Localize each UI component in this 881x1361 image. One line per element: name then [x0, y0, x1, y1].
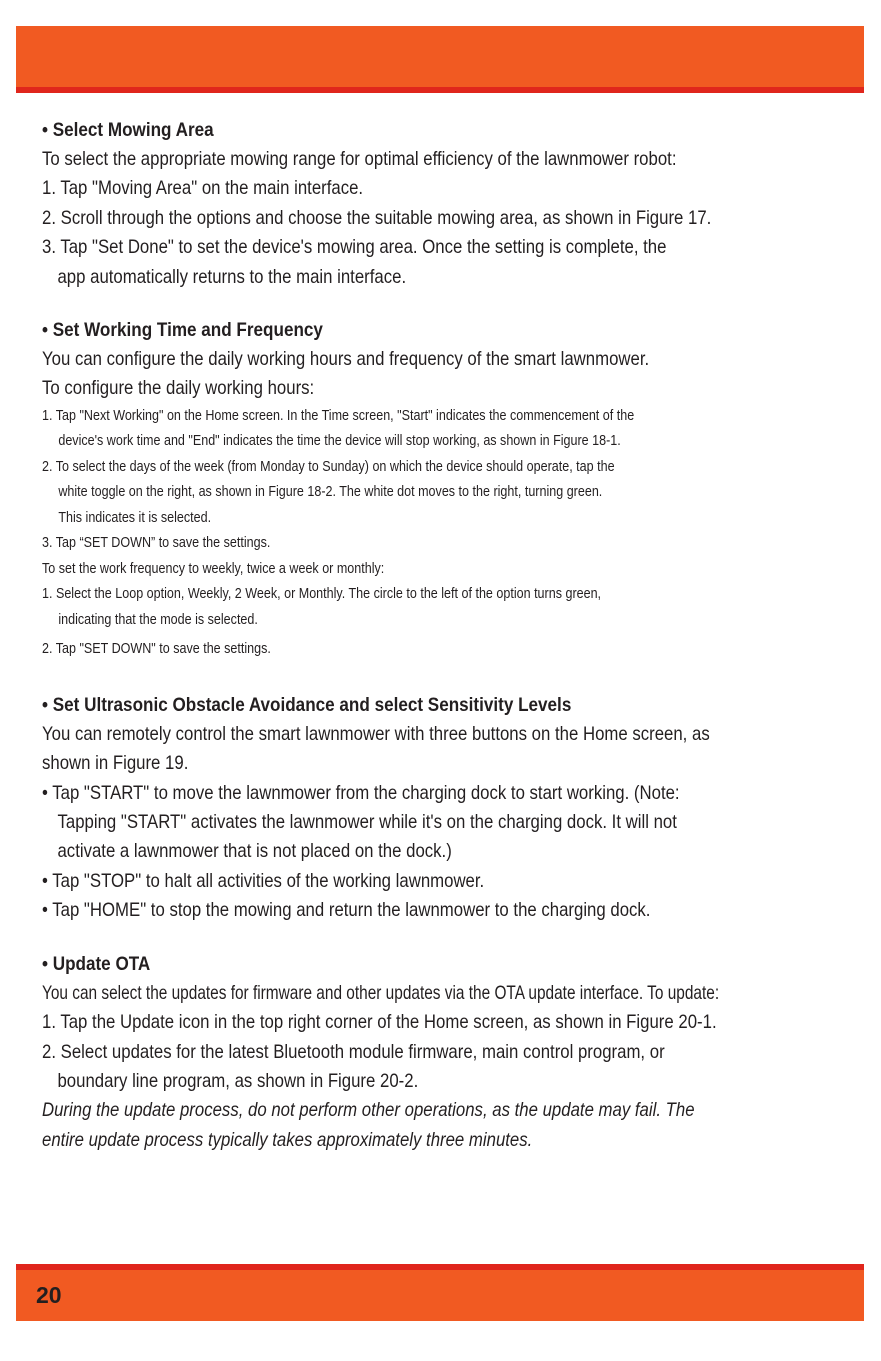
text-line: shown in Figure 19. [42, 752, 189, 775]
text-line: 1. Select the Loop option, Weekly, 2 Week, or Monthly. The circle to the left of the option turns green, [42, 586, 602, 603]
page-content [42, 116, 852, 1155]
section-set-working-time [42, 316, 852, 663]
text-line: To select the appropriate mowing range for optimal efficiency of the lawnmower robot: [42, 148, 677, 170]
section-title: • Select Mowing Area [42, 120, 214, 141]
text-line: boundary line program, as shown in Figure 20-2. [57, 1069, 419, 1092]
text-line: You can configure the daily working hours and frequency of the smart lawnmower. [42, 348, 650, 371]
warning-line: During the update process, do not perform other operations, as the update may fail. The [42, 1099, 695, 1122]
warning-line: entire update process typically takes approximately three minutes. [42, 1128, 533, 1151]
text-line: activate a lawnmower that is not placed on the dock.) [57, 840, 452, 863]
section-select-mowing-area [42, 116, 852, 292]
text-line: 2. Select updates for the latest Bluetooth module firmware, main control program, or [42, 1040, 665, 1063]
text-line: app automatically returns to the main interface. [57, 265, 407, 288]
text-line: This indicates it is selected. [58, 509, 212, 526]
text-line: 2. Tap "SET DOWN" to save the settings. [42, 641, 271, 658]
text-line: 1. Tap the Update icon in the top right corner of the Home screen, as shown in Figure 20-1. [42, 1011, 717, 1034]
text-line: 2. To select the days of the week (from Monday to Sunday) on which the device should operate, tap the [42, 458, 615, 475]
text-line: • Tap "HOME" to stop the mowing and return the lawnmower to the charging dock. [42, 899, 651, 922]
text-line: 3. Tap "Set Done" to set the device's mowing area. Once the setting is complete, the [42, 236, 667, 259]
section-ultrasonic-obstacle [42, 691, 852, 926]
text-line: 2. Scroll through the options and choose the suitable mowing area, as shown in Figure 17. [42, 206, 712, 229]
text-line: To configure the daily working hours: [42, 377, 315, 400]
text-line: You can select the updates for firmware and other updates via the OTA update interface. To update: [42, 981, 720, 1004]
text-line: 3. Tap “SET DOWN” to save the settings. [42, 535, 271, 552]
page-number: 20 [36, 1282, 62, 1308]
text-line: 1. Tap "Next Working" on the Home screen. In the Time screen, "Start" indicates the commencement of the [42, 407, 635, 424]
text-line: • Tap "START" to move the lawnmower from the charging dock to start working. (Note: [42, 781, 680, 804]
header-bar [16, 26, 864, 87]
section-update-ota [42, 950, 852, 1155]
text-line: Tapping "START" activates the lawnmower while it's on the charging dock. It will not [57, 811, 677, 834]
section-title: • Set Ultrasonic Obstacle Avoidance and select Sensitivity Levels [42, 694, 572, 716]
text-line: To set the work frequency to weekly, twice a week or monthly: [42, 560, 385, 577]
section-title: • Update OTA [42, 953, 151, 975]
text-line: white toggle on the right, as shown in Figure 18-2. The white dot moves to the right, turning green. [58, 484, 603, 501]
header-stripe [16, 87, 864, 93]
text-line: indicating that the mode is selected. [58, 611, 258, 628]
text-line: 1. Tap "Moving Area" on the main interface. [42, 177, 364, 200]
section-title: • Set Working Time and Frequency [42, 320, 323, 342]
text-line: • Tap "STOP" to halt all activities of the working lawnmower. [42, 869, 485, 892]
text-line: You can remotely control the smart lawnmower with three buttons on the Home screen, as [42, 722, 710, 745]
text-line: device's work time and "End" indicates the time the device will stop working, as shown in Figure 18-1. [58, 433, 621, 450]
footer-bar [16, 1270, 864, 1321]
